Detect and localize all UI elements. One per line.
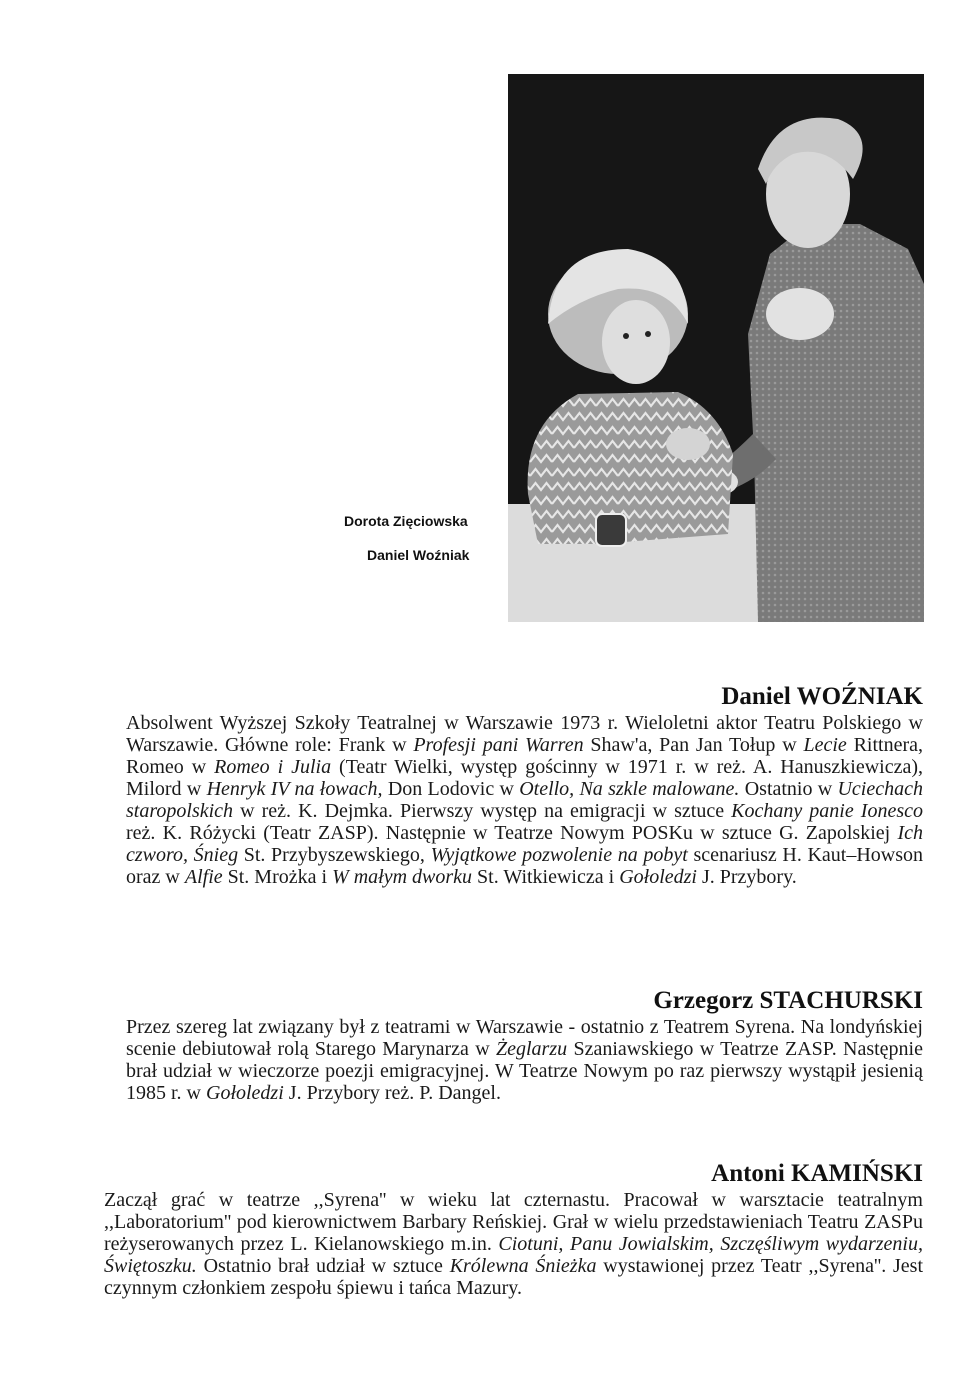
italic-title-text: Gołoledzi — [206, 1082, 284, 1104]
italic-title-text: Ich czworo, Śnieg — [126, 822, 923, 866]
italic-title-text: Ciotuni, Panu Jowialskim, Szczęśliwym wydarzeniu, Świętoszku. — [104, 1233, 923, 1277]
body-text: J. Przybory reż. P. Dangel. — [283, 1082, 501, 1104]
bio-name-heading — [126, 986, 923, 1016]
bio-antoni-kaminski — [104, 1159, 923, 1299]
bio-daniel-wozniak — [126, 682, 923, 888]
stage-photo — [508, 74, 924, 622]
body-text: (Teatr Wielki, występ gościnny w 1971 r. w reż. A. Hanuszkiewicza), Milord w — [126, 756, 923, 800]
italic-title-text: W małym dworku — [332, 866, 473, 888]
italic-title-text: Królewna Śnieżka — [449, 1255, 597, 1277]
body-text: Ostatnio brał udział w sztuce — [196, 1255, 450, 1277]
body-text: Ostatnio w — [739, 778, 838, 800]
italic-title-text: Romeo i Julia — [214, 756, 332, 778]
photo-caption-line-2: Daniel Woźniak — [367, 547, 470, 563]
body-text: Shaw'a, Pan Jan Tołup w — [583, 734, 804, 756]
italic-title-text: Otello, Na szkle malowane. — [519, 778, 740, 800]
bio-last-name: KAMIŃSKI — [791, 1160, 923, 1187]
bio-name-heading — [126, 682, 923, 712]
italic-title-text: Profesji pani Warren — [413, 734, 584, 756]
italic-title-text: Gołoledzi — [619, 866, 697, 888]
body-text: Rittnera, Romeo w — [126, 734, 923, 778]
body-text: St. Witkiewicza i — [472, 866, 620, 888]
body-text: St. Mrożka i — [222, 866, 333, 888]
italic-title-text: Wyjątkowe pozwolenie na pobyt — [430, 844, 688, 866]
body-text: wystawionej przez Teatr ,,Syrena''. Jest czynnym członkiem zespołu śpiewu i tańca Mazury. — [104, 1255, 924, 1299]
body-text: scenariusz H. Kaut–Howson oraz w — [126, 844, 923, 888]
bio-first-name: Daniel — [721, 683, 791, 710]
body-text: Zaczął grać w teatrze ,,Syrena'' w wieku lat czternastu. Pracował w warsztacie teatralnym ,,Laboratorium'' pod kierownictwem Barbary Reńskiej. Grał w wielu przedstawieniach Teatru ZASPu reżyserowanych przez L. Kielanowskiego m.in. — [104, 1189, 923, 1255]
bio-first-name: Antoni — [711, 1160, 785, 1187]
italic-title-text: Uciechach staropolskich — [126, 778, 923, 822]
bio-grzegorz-stachurski — [126, 986, 923, 1104]
bio-paragraph — [104, 1189, 923, 1299]
stage-photo-illustration — [508, 74, 924, 622]
italic-title-text: Kochany panie Ionesco — [731, 800, 923, 822]
bio-paragraph — [126, 712, 923, 888]
body-text: reż. K. Różycki (Teatr ZASP). Następnie w Teatrze Nowym POSKu w sztuce G. Zapolskiej — [126, 822, 898, 844]
italic-title-text: Henryk IV na łowach, — [206, 778, 383, 800]
body-text: w reż. K. Dejmka. Pierwszy występ na emigracji w sztuce — [233, 800, 732, 822]
body-text: Szaniawskiego w Teatrze ZASP. Następnie brał udział w wieczorze poezji emigracyjnej. W Teatrze Nowym po raz pierwszy wystąpił jesienią 1985 r. w — [126, 1038, 923, 1104]
body-text: J. Przybory. — [696, 866, 797, 888]
italic-title-text: Lecie — [803, 734, 847, 756]
body-text: St. Przybyszewskiego, — [238, 844, 431, 866]
bio-first-name: Grzegorz — [653, 987, 754, 1014]
body-text: Absolwent Wyższej Szkoły Teatralnej w Warszawie 1973 r. Wieloletni aktor Teatru Polskiego w Warszawie. Główne role: Frank w — [126, 712, 923, 756]
body-text: Don Lodovic w — [382, 778, 520, 800]
italic-title-text: Alfie — [184, 866, 223, 888]
bio-last-name: WOŹNIAK — [796, 683, 923, 710]
italic-title-text: Żeglarzu — [496, 1038, 568, 1060]
body-text: Przez szereg lat związany był z teatrami w Warszawie - ostatnio z Teatrem Syrena. Na londyńskiej scenie debiutował rolą Starego Marynarza w — [126, 1016, 923, 1060]
bio-name-heading — [104, 1159, 923, 1189]
bio-paragraph — [126, 1016, 923, 1104]
bio-last-name: STACHURSKI — [759, 987, 923, 1014]
photo-caption-line-1: Dorota Zięciowska — [344, 513, 468, 529]
